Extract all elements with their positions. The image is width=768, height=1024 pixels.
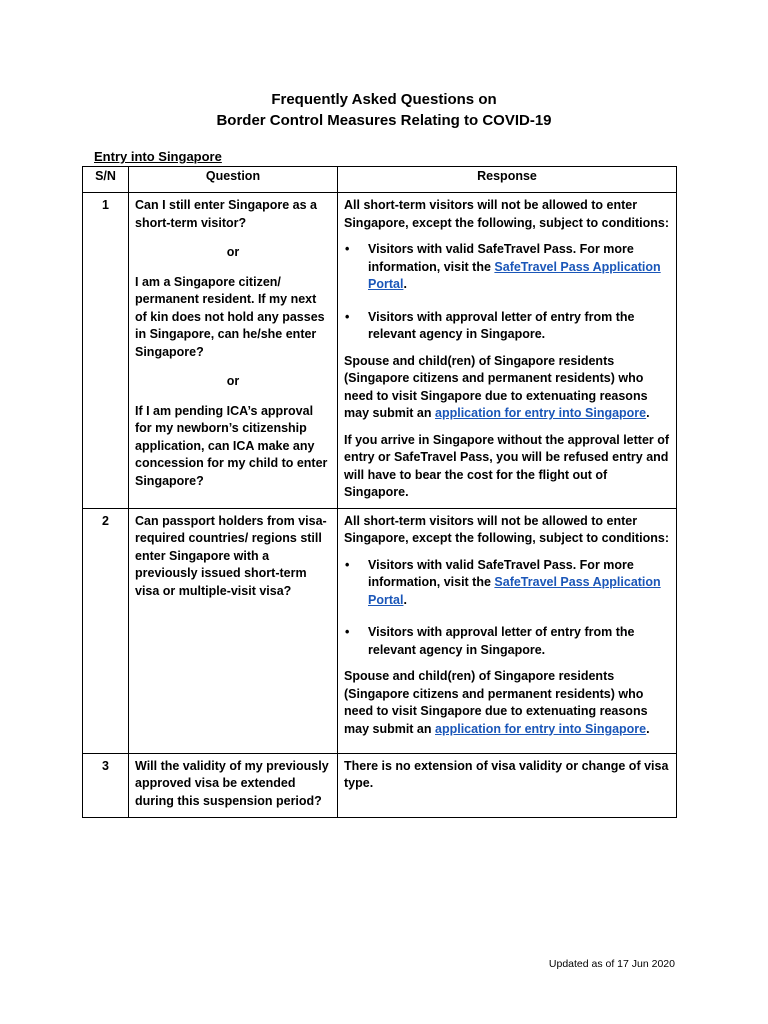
punctuation: . — [646, 721, 650, 736]
response-intro: All short-term visitors will not be allowed to enter Singapore, except the following, subject to conditions: — [344, 198, 670, 230]
row-sn: 3 — [83, 753, 129, 817]
response-paragraph — [344, 668, 670, 738]
list-item: • Visitors with approval letter of entry from the relevant agency in Singapore. — [368, 624, 670, 659]
response-intro: All short-term visitors will not be allowed to enter Singapore, except the following, subject to conditions: — [344, 513, 670, 545]
question-text: I am a Singapore citizen/ permanent resident. If my next of kin does not hold any passes in Singapore, can he/she enter Singapore? — [135, 274, 325, 359]
updated-date: Updated as of 17 Jun 2020 — [548, 958, 675, 970]
question-cell — [129, 753, 338, 817]
table-row — [83, 753, 677, 817]
response-paragraph — [344, 353, 670, 423]
exception-list — [344, 241, 670, 344]
question-text: Will the validity of my previously approved visa be extended during this suspension period? — [135, 758, 329, 808]
faq-table — [82, 166, 677, 818]
question-text: If I am pending ICA’s approval for my newborn’s citizenship application, can ICA make any concession for my child to enter Singapore? — [135, 403, 328, 488]
list-item — [368, 241, 670, 294]
list-item-text: Visitors with valid SafeTravel Pass. For more information, visit the — [368, 242, 634, 274]
header-response: Response — [338, 167, 677, 193]
question-cell — [129, 193, 338, 509]
entry-application-link[interactable]: application for entry into Singapore — [435, 721, 647, 736]
paragraph-text: Spouse and child(ren) of Singapore residents (Singapore citizens and permanent residents) who need to visit Singapore due to extenuating reasons may submit an — [344, 669, 648, 736]
or-separator: or — [226, 374, 240, 388]
or-separator: or — [226, 245, 240, 259]
list-item: • Visitors with approval letter of entry from the relevant agency in Singapore. — [368, 309, 670, 344]
header-question: Question — [129, 167, 338, 193]
response-text: There is no extension of visa validity or change of visa type. — [344, 758, 669, 790]
entry-application-link[interactable]: application for entry into Singapore — [435, 406, 647, 420]
row-sn: 1 — [83, 193, 129, 509]
response-cell — [338, 508, 677, 753]
document-title-line-1: Frequently Asked Questions on — [271, 91, 497, 108]
punctuation: . — [403, 592, 407, 607]
response-cell — [338, 753, 677, 817]
table-header-row — [83, 167, 677, 193]
question-cell — [129, 508, 338, 753]
paragraph-text: Spouse and child(ren) of Singapore residents (Singapore citizens and permanent residents) who need to visit Singapore due to extenuating reasons may submit an — [344, 353, 648, 420]
list-item — [368, 557, 670, 610]
table-row — [83, 508, 677, 753]
row-sn: 2 — [83, 508, 129, 753]
response-paragraph: If you arrive in Singapore without the approval letter of entry or SafeTravel Pass, you will be refused entry and will have to bear the cost for the flight out of Singapore. — [344, 432, 670, 499]
punctuation: . — [403, 277, 407, 291]
question-text: Can passport holders from visa-required countries/ regions still enter Singapore with a previously issued short-term visa or multiple-visit visa? — [135, 513, 327, 598]
list-item-text: Visitors with valid SafeTravel Pass. For more information, visit the — [368, 557, 634, 589]
table-row — [83, 193, 677, 509]
header-sn: S/N — [83, 167, 129, 193]
safetravel-portal-link[interactable]: SafeTravel Pass Application Portal — [368, 575, 661, 607]
punctuation: . — [646, 406, 650, 420]
response-cell — [338, 193, 677, 509]
section-heading: Entry into Singapore — [94, 149, 222, 164]
safetravel-portal-link[interactable]: SafeTravel Pass Application Portal — [368, 259, 661, 291]
exception-list — [344, 557, 670, 660]
document-title-line-2: Border Control Measures Relating to COVID-19 — [216, 112, 552, 129]
question-text: Can I still enter Singapore as a short-term visitor? — [135, 198, 318, 230]
